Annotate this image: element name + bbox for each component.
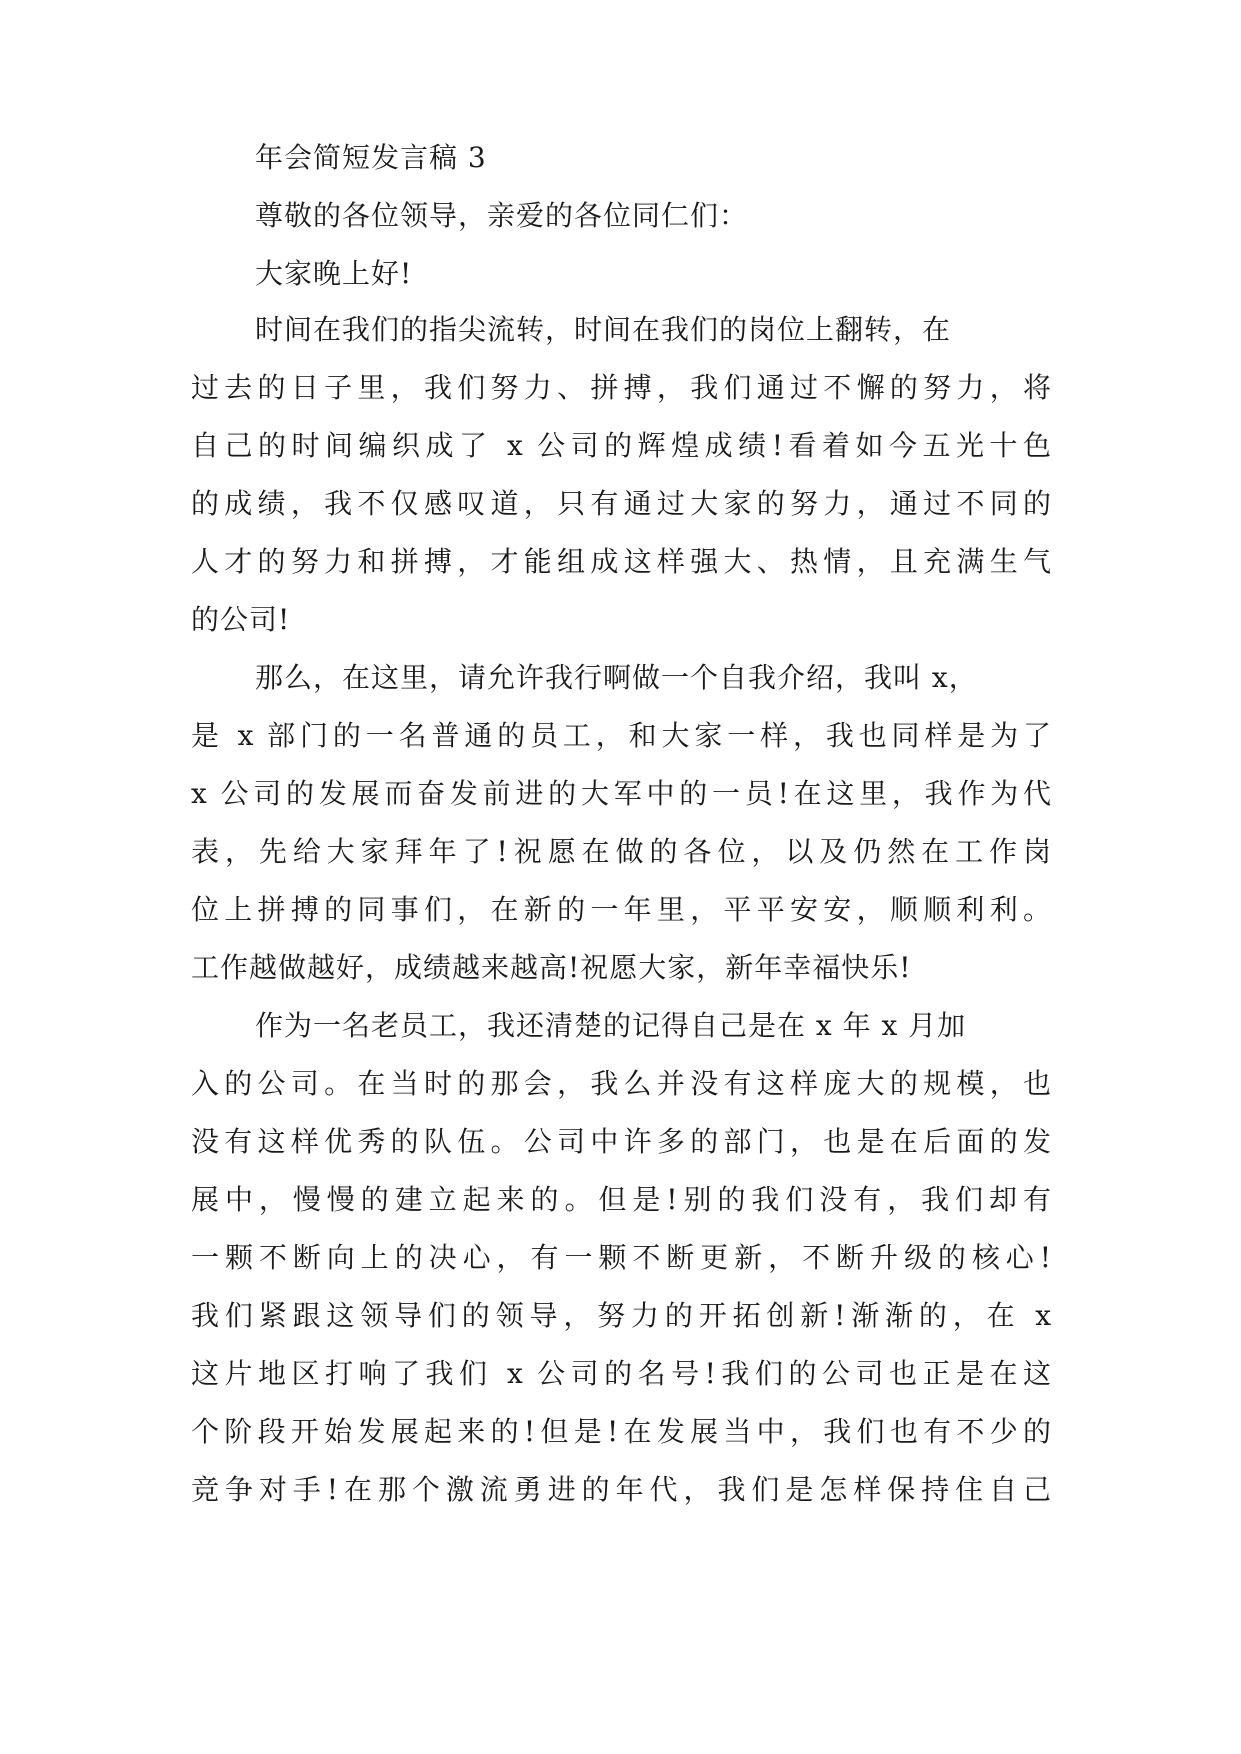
paragraph-line: 作为一名老员工，我还清楚的记得自己是在 x 年 x 月加 [255, 1009, 967, 1042]
greeting: 大家晚上好! [255, 257, 413, 290]
paragraph-line: 人才的努力和拼搏，才能组成这样强大、热情，且充满生气 [191, 545, 1051, 578]
paragraph-line: 表，先给大家拜年了!祝愿在做的各位，以及仍然在工作岗 [191, 835, 1051, 868]
paragraph-line: 我们紧跟这领导们的领导，努力的开拓创新!渐渐的，在 x [191, 1299, 1051, 1332]
paragraph-line: 时间在我们的指尖流转，时间在我们的岗位上翻转，在 [255, 313, 952, 346]
paragraph-line: x 公司的发展而奋发前进的大军中的一员!在这里，我作为代 [191, 777, 1051, 810]
paragraph-line: 竞争对手!在那个激流勇进的年代，我们是怎样保持住自己 [191, 1473, 1051, 1506]
paragraph-line: 是 x 部门的一名普通的员工，和大家一样，我也同样是为了 [191, 719, 1051, 752]
paragraph-line: 入的公司。在当时的那会，我么并没有这样庞大的规模，也 [191, 1067, 1051, 1100]
salutation: 尊敬的各位领导，亲爱的各位同仁们： [255, 199, 749, 232]
paragraph-line: 过去的日子里，我们努力、拼搏，我们通过不懈的努力，将 [191, 371, 1051, 404]
paragraph-line: 那么，在这里，请允许我行啊做一个自我介绍，我叫 x， [255, 661, 978, 694]
paragraph-line: 自己的时间编织成了 x 公司的辉煌成绩!看着如今五光十色 [191, 429, 1051, 462]
paragraph-line: 个阶段开始发展起来的!但是!在发展当中，我们也有不少的 [191, 1415, 1051, 1448]
document-title: 年会简短发言稿 3 [255, 141, 487, 174]
paragraph-line: 工作越做越好，成绩越来越高!祝愿大家，新年幸福快乐! [191, 951, 912, 984]
paragraph-line: 的成绩，我不仅感叹道，只有通过大家的努力，通过不同的 [191, 487, 1051, 520]
paragraph-line: 一颗不断向上的决心，有一颗不断更新，不断升级的核心! [191, 1241, 1051, 1274]
paragraph-line: 没有这样优秀的队伍。公司中许多的部门，也是在后面的发 [191, 1125, 1051, 1158]
paragraph-line: 这片地区打响了我们 x 公司的名号!我们的公司也正是在这 [191, 1357, 1051, 1390]
paragraph-line: 位上拼搏的同事们，在新的一年里，平平安安，顺顺利利。 [191, 893, 1051, 926]
paragraph-line: 展中，慢慢的建立起来的。但是!别的我们没有，我们却有 [191, 1183, 1051, 1216]
paragraph-line: 的公司! [191, 603, 291, 636]
